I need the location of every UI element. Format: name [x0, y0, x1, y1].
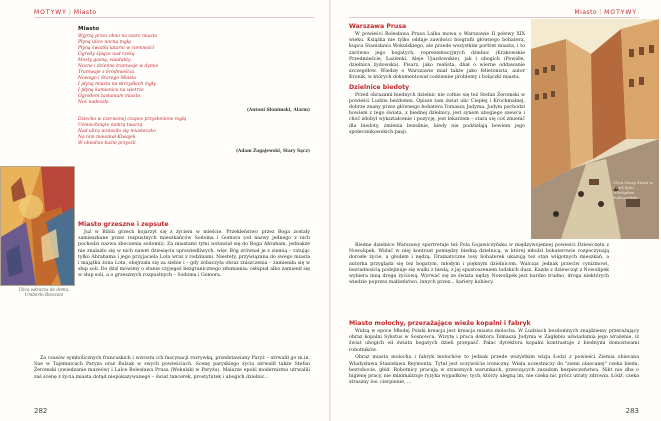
poem-line: Ogrodem zasłaniam miasto.: [78, 94, 142, 99]
running-head-section: MOTYWY: [604, 9, 637, 16]
paragraph: Biedne dzielnice Warszawy sportretuje też Pola Gojawiczyńska w międzywojennej powieści Dziewczęta z Nowolipek. Widać w niej kontrast pomiędzy biedną dzielnicą, w której młodzi bohaterowie rozpoczynają dorosłe życie, a głodem i nędzą. Dramatyczne losy bohaterek ukazują też stan wilgotnych mieszkań, a autorka przygląda się też bogatym, młodym i pięknym dzielnicom. Walcząc jednak przeciw cynizmowi, bezradnością podejmuje się walki z biedą, z jej spustoszeniem ludzkich dusz. Każde z dziewcząt z Nowolipek wybiera inną drogę życiową. Wyrwać się ze świata nędzy Nowolipek jest bardzo trudno, droga niektórych wiedzie poprzez małżeństwo, innych przez... kariery kobiecy.: [349, 243, 609, 286]
poem-line: Nocne i dzienne tramwaje w dymie: [78, 64, 159, 69]
running-head-right: Miasto | MOTYWY: [574, 9, 637, 16]
painting-podkowinski-art: [531, 19, 659, 239]
painting-podkowinski-caption: Ulica Nowy Świat w dzień letni, Władysław Podkowiński: [613, 180, 653, 200]
poem-line: Nad ulicą wznosiło się miasteczko: [78, 129, 156, 135]
section-heading: Warszawa Prusa: [349, 23, 407, 30]
running-head-rule: [34, 17, 314, 18]
painting-podkowinski: [531, 19, 659, 239]
poem-line: Ogrody śpiące nad rzeką: [78, 52, 135, 57]
poem-line: Uśmiechnięte mokrą twarzą: [78, 123, 143, 129]
painting-boccioni-caption: Ulica wkracza do domu, Umberto Boccioni: [18, 287, 70, 298]
section-heading: Miasto molochy, przerażające wieże kopalni i fabryk: [349, 320, 531, 327]
paragraph: Już w Biblii grzech kojarzył się z życiem w mieście. Przekleństwo przez Boga zostały zamieszkane przez rozpustnych mieszkańców Sodoma i Gomora (od nazwy jednego z nich pochodzi nazwa zboczenia sodomii). Za miastami tymi wstawiał się do Boga Abraham, jednakże nie znalazło się w nich nawet dziesięciu sprawiedliwych, więc Bóg zrównał je z ziemią – ratując tylko Abrahama i jego przyjaciela Lota wraz z rodzinami. Niestety, przywiązana do swego miasta i majątku żona Lota, obejrzała się za siebie i – gdy zobaczyła obraz zniszczenia – zamieniła się w słup soli. Do dziś mówimy o stanie czyjegoś bezgranicznego zdumienia: osłupiał albo zamienił się w słup soli, a o grzesznych rozpustnych – Sodoma i Gomora.: [78, 230, 310, 279]
section-heading: Miasto grzeszne i zepsute: [78, 221, 169, 228]
left-page: [0, 0, 330, 421]
right-prose-column-top: [349, 21, 525, 138]
page-number-right: 283: [625, 407, 639, 415]
running-head-left: MOTYWY | Miasto: [34, 9, 97, 16]
poem-line: Nowego i Starego Miasta: [78, 76, 136, 81]
poem-line: I płyną kamienice na wietrze: [78, 88, 144, 93]
poem-line: Dziecko w czerwonej czapce przysłonione mgłą: [78, 117, 187, 123]
poem-2-attribution: (Adam Zagajewski, Stary Sącz): [235, 149, 310, 155]
paragraph: Widzą w epoce Młodej Polski kreacja jest kreacja miasta molocha. W Ludziach bezdomnych znajdziemy przerażający obraz kopalni Sykstus w Sosnowcu. Wizytę i praca doktora Tomasza Judyma w Zagłębiu uświadamia jego wrażenie, iż świat ubogich od świata bogatych dzieli przepaść. Pałac dyrektora kopalni kontrastuje z biednymi domostwami robotników.: [349, 329, 639, 353]
poem-2-lines: [78, 117, 310, 147]
poem-line: W obiedzie baśni przyszli: [78, 141, 136, 147]
left-prose-column-wide: [34, 356, 310, 382]
poem-line: Mosty gasną, wiadukty: [78, 58, 131, 63]
poem-line: Płyną światła latarni w ciemności: [78, 46, 155, 51]
poem-line: I płyną miasta na skrzydłach mgły: [78, 82, 156, 87]
left-prose-column: [78, 219, 310, 281]
poem-line: Noc nadeszła: [78, 100, 109, 105]
poem-column: [78, 23, 310, 158]
poem-line: Tramwaje z Śródmieścia,: [78, 70, 136, 75]
section-heading: Dzielnice biedoty: [349, 83, 410, 91]
paragraph: W powieści Bolesława Prusa Lalka mowa o Warszawie II połowy XIX wieku. Książka nie tylko oddaje zawiłości biografii głównego bohatera, kupca Stanisława Wokulskiego, ale przede wszystkim portret miasta, i to zarówno jego bogatych, reprezentacyjnych dzielnic (Krakowskie Przedmieście, Łazienki, Aleje Ujazdowskie), jak i ubogich (Powiśle, dzielnica żydowska). Pisarz, jako realista, dbał o wierne oddawanie szczegółów. Wiedzę o Warszawie miał także jako felietonista, autor Kronik, w których dokumentował codzienne problemy i bolączki miasta.: [349, 32, 525, 81]
paragraph: Przed obrazami biednych dzielnic nie cofnie się też Stefan Żeromski w powieści Ludzie bezdomni. Opisze tam świat ulic Ciepłej i Krochmalnej, dobrze znany przez głównego bohatera Tomasza Judyma. Judym pochodzi bowiem z tego świata, z biednej dzielnicy, jest synem ubogiego szewca i choć zdobył wykształcenie i pozycję, jest lekarzem – stara się coś zmienić dla biedoty, zmienia bezsilnie, kiedy nie podzielają bowiem jego społecznikowskich pasji.: [349, 92, 525, 135]
poem-line: Wyjrzę przez okno na szare miasto: [78, 34, 158, 39]
paragraph: Obraz miasta molocha i fabryk molochów to jednak przede wszystkim wizja Łodzi z powieści Ziemia obiecana Władysława Stanisława Reymonta. Tytuł jest oczywiście ironiczny. Wielu uczestniczy do "ziemi obiecanej" czeka bieda, bezrobocie, głód. Robotnicy pracują w strasznych warunkach, przeczących zasadom bezpieczeństwa. Nikt nie dba o higienę pracy, nie minimalizuje ryzyka wypadków; tych, którzy ulegną im, nie czeka nic prócz utraty zdrowia. Łódź, czeka straszny los: cierpienie, ...: [349, 355, 639, 386]
running-head-section: MOTYWY: [34, 9, 67, 16]
painting-boccioni: [0, 166, 75, 286]
poem-line: Płyną ulice nocną mgłą: [78, 40, 131, 45]
poem-lines: [78, 34, 310, 106]
right-prose-column-mid: [349, 243, 609, 288]
poem-attribution: (Antoni Słonimski, Alarm): [246, 108, 310, 113]
right-prose-column-bottom: [349, 318, 639, 388]
running-head-topic: Miasto: [574, 9, 598, 16]
right-page: [331, 0, 661, 421]
poem-line: Na nim mieszkał Kiwajek: [78, 135, 136, 141]
running-head-rule: [349, 17, 639, 18]
paragraph: Za czasów symbolicznych francuskich i wzrostu ich fascynacji rozrywką, przedstawiany Paryż – utrwalił go m.in. Sue w Tajemnicach Paryża oraz Balzak w swych powieściach. Scenę paryskiego życia utrwalił także Stefan Żeromski (zwiedzanie muzeów) i Lalce Bolesława Prusa (Wokulski w Paryżu). Malarze epoki modernizmu utrwalili zaś scenę z życia miasta dotąd niepokazywanego – świat tancerek, prostytutek i ubogich dzielnic...: [34, 356, 310, 380]
painting-boccioni-art: [1, 167, 74, 285]
poem-heading: Miasto: [78, 26, 100, 32]
running-head-topic: Miasto: [73, 9, 97, 16]
page-number-left: 282: [34, 407, 48, 415]
